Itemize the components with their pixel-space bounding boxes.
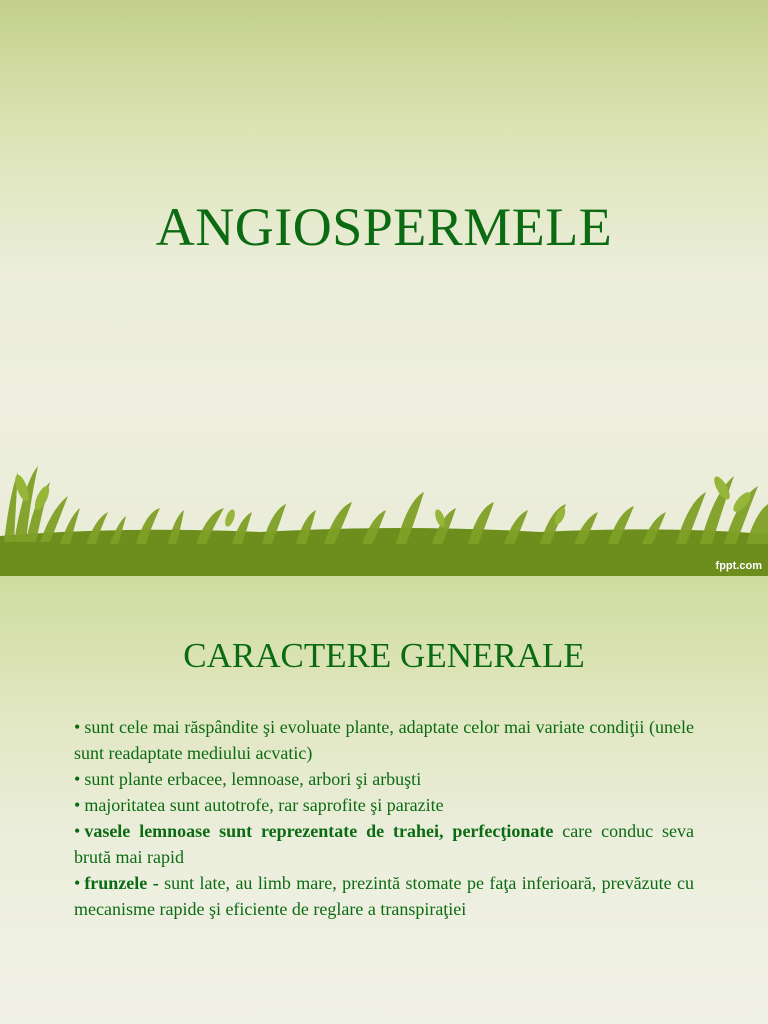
bullet-marker: • [74,717,81,737]
bullet-item [74,792,694,818]
brand-watermark: fppt.com [715,560,762,572]
bullet-marker: • [74,795,81,815]
bullet-item [74,818,694,870]
bullet-marker: • [74,769,81,789]
content-slide [0,576,768,1024]
bullet-marker: • [74,873,81,893]
bullet-item [74,714,694,766]
bullet-text: majoritatea sunt autotrofe, rar saprofite şi parazite [84,795,444,815]
bullet-bold-text: frunzele - [84,873,159,893]
bullet-bold-text: vasele lemnoase sunt reprezentate de trahei, perfecţionate [84,821,554,841]
bullet-item [74,766,694,792]
bullet-marker: • [74,821,81,841]
bullet-text: care conduc seva brută mai rapid [74,821,694,867]
section-title: CARACTERE GENERALE [183,636,585,675]
bullet-text: sunt cele mai răspândite şi evoluate plante, adaptate celor mai variate condiţii (unele sunt readaptate mediului acvatic) [74,717,694,763]
grass-decoration [0,452,768,576]
bullet-text: sunt plante erbacee, lemnoase, arbori şi arbuşti [84,769,422,789]
bullet-text: sunt late, au limb mare, prezintă stomate pe faţa inferioară, prevăzute cu mecanisme rapide şi eficiente de reglare a transpiraţiei [74,873,694,919]
bullet-item [74,870,694,922]
bullet-list [74,714,694,922]
slide-title: ANGIOSPERMELE [155,197,613,257]
